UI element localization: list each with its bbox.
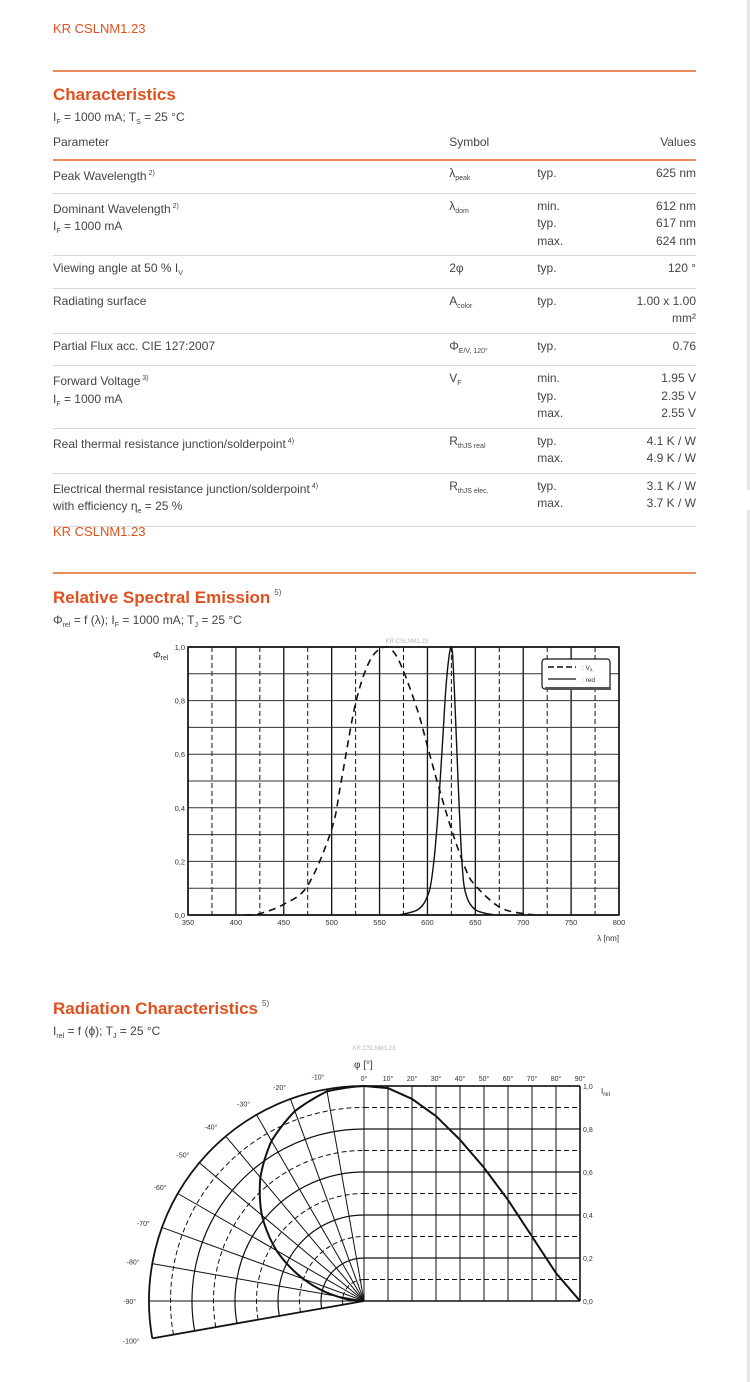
value-cell: 120 °	[607, 256, 696, 289]
qualifier-cell: typ.	[537, 333, 607, 366]
svg-text:-90°: -90°	[123, 1299, 137, 1306]
svg-text:-80°: -80°	[126, 1259, 140, 1267]
svg-text:-100°: -100°	[122, 1338, 140, 1346]
parameter-cell: Partial Flux acc. CIE 127:2007	[53, 333, 449, 366]
symbol-cell: $A_{color}$	[449, 288, 537, 333]
y-axis-label: $\Phi_{rel}$	[153, 650, 169, 662]
qualifier-cell: typ. max.	[537, 473, 607, 526]
svg-text:0,6: 0,6	[174, 750, 185, 760]
parameter-cell: Peak Wavelength $^{2)}$	[53, 160, 449, 193]
table-row	[53, 366, 696, 429]
value-cell: 625 nm	[607, 160, 696, 193]
qualifier-cell: min. typ. max.	[537, 193, 607, 256]
svg-text:0,8: 0,8	[174, 696, 185, 706]
x-axis-label: λ [nm]	[597, 934, 619, 943]
svg-text:350: 350	[181, 918, 195, 927]
svg-text:0,0: 0,0	[174, 911, 185, 920]
column-header-symbol: Symbol	[449, 131, 537, 160]
svg-text:400: 400	[229, 918, 243, 927]
svg-text:80°: 80°	[550, 1076, 562, 1083]
svg-text:650: 650	[469, 918, 482, 927]
svg-text:-70°: -70°	[136, 1221, 150, 1229]
radiation-title: Radiation Characteristics $^{5)}$	[53, 999, 270, 1018]
header-rule-page2	[53, 572, 696, 574]
svg-text:: Vλ: : $V_\lambda$	[582, 665, 593, 674]
svg-text:90°: 90°	[574, 1076, 586, 1083]
svg-text:800: 800	[612, 918, 626, 927]
svg-text:10°: 10°	[382, 1076, 394, 1083]
spectral-emission-chart	[0, 630, 750, 950]
svg-text:700: 700	[516, 918, 530, 927]
svg-text:0°: 0°	[360, 1076, 368, 1083]
brand-header: KR CSLNM1.23	[53, 21, 146, 36]
table-row	[53, 333, 696, 366]
irel-axis-label: $I_{rel}$	[601, 1087, 610, 1098]
svg-text:50°: 50°	[478, 1076, 490, 1083]
phi-axis-label: φ [°]	[354, 1060, 373, 1071]
value-cell: 0.76	[607, 333, 696, 366]
svg-text:: red: : red	[582, 677, 596, 684]
parameter-cell: Forward Voltage $^{3)}$ $I_F = 1000$ mA	[53, 366, 449, 429]
symbol-cell: $\Phi_{E/V, 120^\circ}$	[449, 333, 537, 366]
table-header-row	[53, 131, 696, 160]
svg-text:-60°: -60°	[153, 1185, 167, 1193]
svg-text:0,6: 0,6	[583, 1170, 593, 1177]
svg-text:60°: 60°	[502, 1076, 514, 1083]
parameter-cell: Electrical thermal resistance junction/solderpoint $^{4)}$ with efficiency $\eta_e = 25$ %	[53, 473, 449, 526]
value-cell: 612 nm 617 nm 624 nm	[607, 193, 696, 256]
svg-text:-30°: -30°	[237, 1101, 251, 1109]
header-rule	[53, 70, 696, 72]
svg-text:0,2: 0,2	[583, 1256, 593, 1263]
svg-text:750: 750	[564, 918, 578, 927]
value-cell: 1.00 x 1.00 mm²	[607, 288, 696, 333]
symbol-cell: $R_{thJS elec.}$	[449, 473, 537, 526]
value-cell: 1.95 V 2.35 V 2.55 V	[607, 366, 696, 429]
radiation-condition: $I_{rel} = f$ (ϕ); $T_J = 25$ °C	[53, 1024, 161, 1040]
table-row	[53, 160, 696, 193]
svg-text:70°: 70°	[526, 1076, 538, 1083]
qualifier-cell: typ.	[537, 256, 607, 289]
parameter-cell: Viewing angle at 50 % $I_V$	[53, 256, 449, 289]
svg-text:30°: 30°	[430, 1076, 442, 1083]
table-row	[53, 473, 696, 526]
table-row	[53, 288, 696, 333]
parameter-cell: Radiating surface	[53, 288, 449, 333]
spectral-condition: $\Phi_{rel} = f$ (λ); $I_F = 1000$ mA; $T_J = 25$ °C	[53, 613, 242, 629]
svg-text:500: 500	[325, 918, 338, 927]
symbol-cell: $\lambda_{dom}$	[449, 193, 537, 256]
column-header-qualifier	[537, 131, 607, 160]
svg-text:1,0: 1,0	[174, 643, 185, 652]
parameter-cell: Real thermal resistance junction/solderpoint $^{4)}$	[53, 428, 449, 473]
svg-text:-10°: -10°	[311, 1074, 325, 1082]
value-cell: 4.1 K / W 4.9 K / W	[607, 428, 696, 473]
svg-text:600: 600	[421, 918, 434, 927]
parameter-cell: Dominant Wavelength $^{2)}$ $I_F = 1000$ mA	[53, 193, 449, 256]
chart-watermark: KR CSLNM1.23	[385, 639, 429, 645]
characteristics-condition: $I_F = 1000$ mA; $T_S = 25$ °C	[53, 110, 185, 126]
brand-header-page2: KR CSLNM1.23	[53, 524, 146, 539]
svg-text:0,4: 0,4	[583, 1213, 593, 1220]
table-row	[53, 193, 696, 256]
table-row	[53, 256, 696, 289]
svg-text:0,0: 0,0	[583, 1299, 593, 1306]
svg-text:20°: 20°	[406, 1076, 418, 1083]
symbol-cell: 2φ	[449, 256, 537, 289]
symbol-cell: $\lambda_{peak}$	[449, 160, 537, 193]
characteristics-title: Characteristics	[53, 85, 176, 104]
qualifier-cell: typ.	[537, 160, 607, 193]
column-header-parameter: Parameter	[53, 131, 449, 160]
qualifier-cell: min. typ. max.	[537, 366, 607, 429]
svg-text:1,0: 1,0	[583, 1084, 593, 1091]
svg-text:-20°: -20°	[273, 1084, 287, 1092]
symbol-cell: $V_F$	[449, 366, 537, 429]
svg-text:0,2: 0,2	[174, 857, 185, 867]
svg-text:-50°: -50°	[176, 1152, 190, 1160]
column-header-values: Values	[607, 131, 696, 160]
svg-text:40°: 40°	[454, 1076, 466, 1083]
qualifier-cell: typ. max.	[537, 428, 607, 473]
symbol-cell: $R_{thJS real}$	[449, 428, 537, 473]
qualifier-cell: typ.	[537, 288, 607, 333]
radiation-characteristics-chart	[0, 1040, 750, 1380]
chart-watermark: KR CSLNM1.23	[352, 1046, 396, 1052]
svg-text:550: 550	[373, 918, 386, 927]
svg-text:0,8: 0,8	[583, 1127, 593, 1134]
svg-text:450: 450	[277, 918, 291, 927]
chart-legend	[542, 659, 611, 690]
svg-text:-40°: -40°	[204, 1124, 218, 1132]
value-cell: 3.1 K / W 3.7 K / W	[607, 473, 696, 526]
svg-text:0,4: 0,4	[174, 803, 185, 813]
characteristics-table	[53, 131, 696, 527]
spectral-title: Relative Spectral Emission $^{5)}$	[53, 588, 282, 607]
table-row	[53, 428, 696, 473]
